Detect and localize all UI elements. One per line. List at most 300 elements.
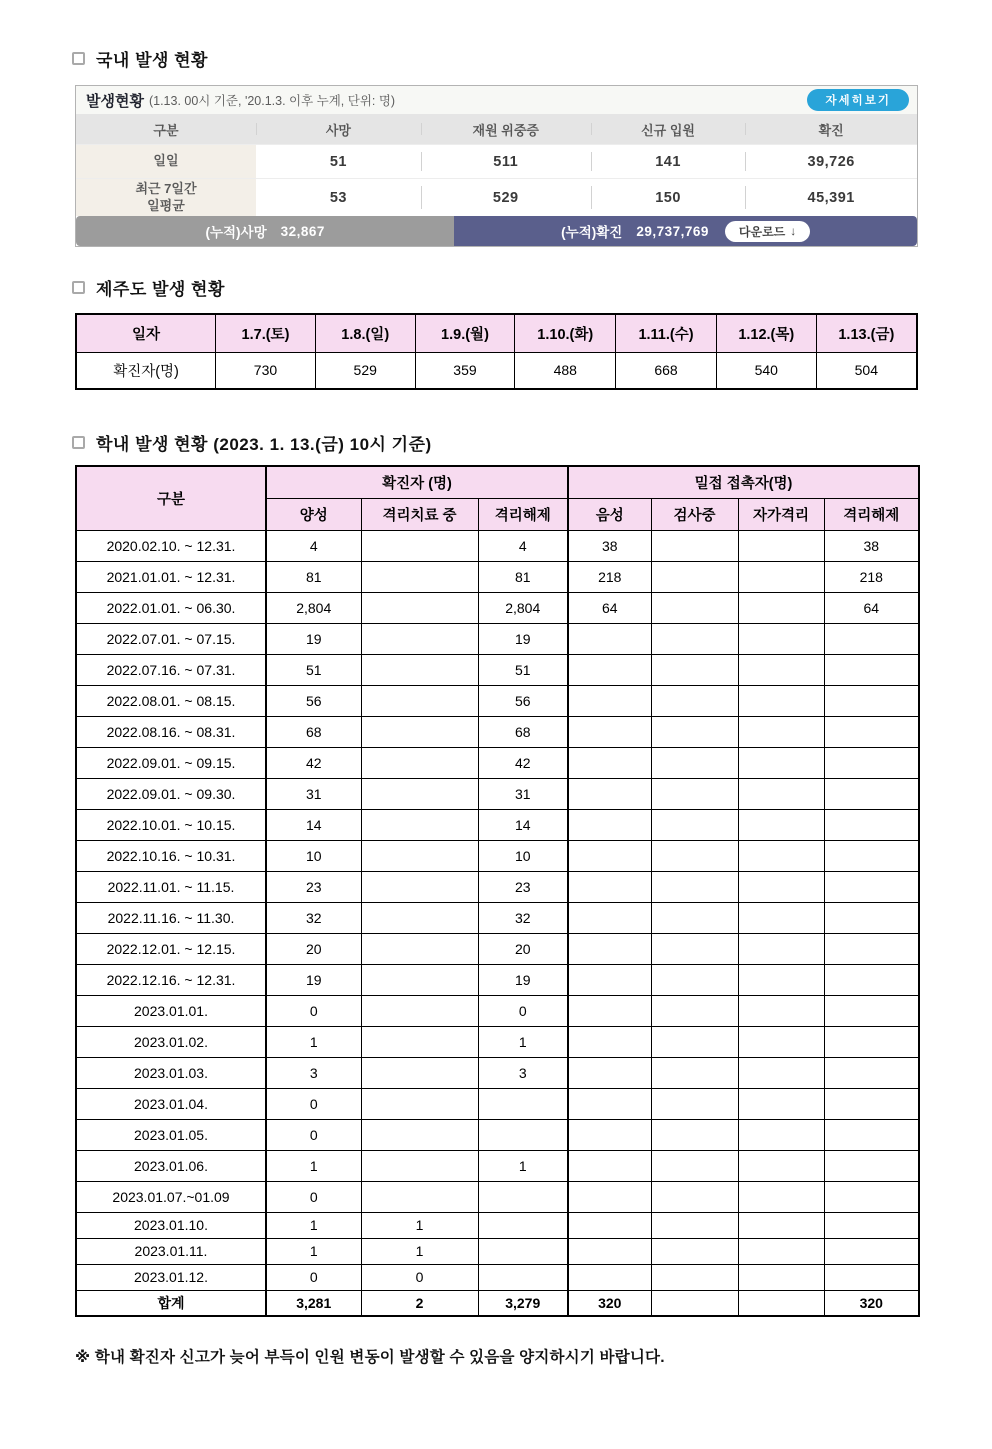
campus-table-row [76, 747, 919, 778]
national-table-header [76, 114, 917, 144]
cell: 1 [361, 1238, 478, 1264]
cell [824, 778, 919, 809]
cell [651, 1088, 738, 1119]
cell [568, 840, 651, 871]
row-label: 일일 [76, 145, 256, 178]
campus-table-row [76, 1238, 919, 1264]
cell [651, 716, 738, 747]
cell [651, 592, 738, 623]
row-label [76, 179, 256, 216]
cell [568, 1181, 651, 1212]
row-label: 2022.11.01. ~ 11.15. [76, 871, 266, 902]
row-label: 2023.01.10. [76, 1212, 266, 1238]
campus-table-row [76, 530, 919, 561]
cell: 56 [478, 685, 568, 716]
cell [651, 1264, 738, 1290]
row-label: 2023.01.05. [76, 1119, 266, 1150]
cell [568, 933, 651, 964]
card-title: 발생현황 [86, 92, 144, 110]
section-title-campus [75, 430, 918, 455]
cell [651, 1026, 738, 1057]
cell [568, 1026, 651, 1057]
cell [738, 623, 824, 654]
cell [738, 561, 824, 592]
cell [478, 1264, 568, 1290]
row-label: 2023.01.12. [76, 1264, 266, 1290]
cell [568, 902, 651, 933]
cell-admitted: 141 [591, 145, 746, 178]
cell: 320 [824, 1290, 919, 1316]
cell: 529 [315, 352, 415, 389]
cumulative-footer [76, 216, 917, 246]
cell [824, 685, 919, 716]
campus-table [75, 465, 920, 1317]
detail-view-button[interactable]: 자세히보기 [807, 89, 909, 111]
campus-table-row [76, 1264, 919, 1290]
cumulative-confirmed [454, 216, 917, 246]
cell [651, 1057, 738, 1088]
cell: 2 [361, 1290, 478, 1316]
campus-table-row [76, 1088, 919, 1119]
row-label: 2022.08.01. ~ 08.15. [76, 685, 266, 716]
campus-table-row [76, 1181, 919, 1212]
cell [651, 871, 738, 902]
cell [361, 592, 478, 623]
cell [478, 1088, 568, 1119]
campus-table-body [76, 530, 919, 1316]
cell: 320 [568, 1290, 651, 1316]
cell: 1 [266, 1212, 361, 1238]
cell: 64 [824, 592, 919, 623]
cell [568, 964, 651, 995]
cell [651, 1290, 738, 1316]
campus-table-row [76, 561, 919, 592]
row-label: 2022.11.16. ~ 11.30. [76, 902, 266, 933]
cell: 19 [266, 964, 361, 995]
cell [824, 1057, 919, 1088]
cell: 2,804 [478, 592, 568, 623]
cell: 2,804 [266, 592, 361, 623]
row-label: 2020.02.10. ~ 12.31. [76, 530, 266, 561]
checkbox-icon [72, 281, 85, 294]
column-header: 양성 [266, 498, 361, 530]
column-header: 1.12.(목) [716, 314, 816, 352]
cell [738, 747, 824, 778]
column-header: 격리치료 중 [361, 498, 478, 530]
campus-table-row [76, 1212, 919, 1238]
corner-header: 구분 [76, 466, 266, 530]
cell [361, 809, 478, 840]
cell [738, 809, 824, 840]
cell [568, 654, 651, 685]
cell-confirmed: 39,726 [745, 145, 917, 178]
table-row-daily [76, 144, 917, 178]
cell [824, 964, 919, 995]
cumulative-confirmed-label: (누적)확진 [561, 225, 623, 240]
cell [568, 1212, 651, 1238]
cell: 31 [478, 778, 568, 809]
cell [824, 1088, 919, 1119]
cell [361, 933, 478, 964]
cell [361, 840, 478, 871]
cell: 64 [568, 592, 651, 623]
card-titlebar [76, 86, 917, 114]
row-label: 합계 [76, 1290, 266, 1316]
cell: 20 [478, 933, 568, 964]
cell: 10 [266, 840, 361, 871]
cell: 4 [478, 530, 568, 561]
cell [361, 654, 478, 685]
cell [824, 871, 919, 902]
cell [361, 747, 478, 778]
cell [361, 530, 478, 561]
cell [824, 623, 919, 654]
row-label-line1: 최근 7일간 [135, 181, 197, 197]
cumulative-deaths [76, 216, 454, 246]
cell: 0 [266, 1119, 361, 1150]
cell: 23 [266, 871, 361, 902]
cell-severe: 529 [421, 179, 591, 216]
campus-table-row [76, 840, 919, 871]
section-title-national [75, 46, 918, 71]
cell: 56 [266, 685, 361, 716]
cell: 3 [478, 1057, 568, 1088]
row-label: 2022.12.16. ~ 12.31. [76, 964, 266, 995]
row-label: 2022.07.01. ~ 07.15. [76, 623, 266, 654]
cell [824, 1212, 919, 1238]
column-header: 1.7.(토) [216, 314, 316, 352]
cell: 1 [478, 1026, 568, 1057]
cell: 0 [361, 1264, 478, 1290]
column-header: 일자 [76, 314, 216, 352]
cell: 14 [478, 809, 568, 840]
row-label: 2021.01.01. ~ 12.31. [76, 561, 266, 592]
cumulative-confirmed-value: 29,737,769 [636, 223, 709, 239]
row-label-line2: 일평균 [147, 197, 185, 213]
cell [361, 1088, 478, 1119]
cell [478, 1181, 568, 1212]
cell [738, 530, 824, 561]
cell [738, 1088, 824, 1119]
cell [824, 654, 919, 685]
cell [738, 778, 824, 809]
cell [568, 778, 651, 809]
row-label: 2023.01.06. [76, 1150, 266, 1181]
campus-total-row [76, 1290, 919, 1316]
cell [651, 747, 738, 778]
campus-table-row [76, 685, 919, 716]
cell [651, 1181, 738, 1212]
cell [651, 1238, 738, 1264]
jeju-table [75, 313, 918, 390]
row-label: 2023.01.11. [76, 1238, 266, 1264]
cell [738, 1181, 824, 1212]
cell [568, 1119, 651, 1150]
checkbox-icon [72, 52, 85, 65]
campus-table-row [76, 995, 919, 1026]
section-title-text: 학내 발생 현황 (2023. 1. 13.(금) 10시 기준) [96, 435, 432, 454]
column-header: 1.9.(월) [415, 314, 515, 352]
cell: 42 [266, 747, 361, 778]
cell: 31 [266, 778, 361, 809]
column-header: 검사중 [651, 498, 738, 530]
cell [361, 902, 478, 933]
cell: 0 [266, 995, 361, 1026]
download-button[interactable] [725, 221, 810, 242]
cell [738, 685, 824, 716]
campus-table-row [76, 716, 919, 747]
cell [651, 1212, 738, 1238]
column-header: 확진 [745, 120, 917, 139]
cumulative-deaths-label: (누적)사망 [205, 225, 267, 240]
cell: 68 [478, 716, 568, 747]
row-label: 2023.01.04. [76, 1088, 266, 1119]
jeju-header-row [76, 314, 917, 352]
column-header: 1.13.(금) [816, 314, 917, 352]
jeju-data-row [76, 352, 917, 389]
cell [361, 1150, 478, 1181]
column-header: 격리해제 [824, 498, 919, 530]
cell [738, 995, 824, 1026]
campus-table-row [76, 778, 919, 809]
row-label: 2022.12.01. ~ 12.15. [76, 933, 266, 964]
cell-severe: 511 [421, 145, 591, 178]
cell: 19 [266, 623, 361, 654]
cell [478, 1212, 568, 1238]
column-header: 구분 [153, 122, 179, 138]
campus-table-row [76, 654, 919, 685]
national-status-card [75, 85, 918, 247]
cell: 81 [478, 561, 568, 592]
campus-header-row-groups [76, 466, 919, 498]
cell [361, 561, 478, 592]
row-label: 2022.09.01. ~ 09.30. [76, 778, 266, 809]
cell [738, 1264, 824, 1290]
row-label: 2022.10.01. ~ 10.15. [76, 809, 266, 840]
cell [651, 840, 738, 871]
cell [361, 1057, 478, 1088]
cell: 0 [266, 1088, 361, 1119]
cell [824, 1150, 919, 1181]
cell [738, 902, 824, 933]
campus-table-row [76, 902, 919, 933]
row-label: 2022.08.16. ~ 08.31. [76, 716, 266, 747]
campus-table-row [76, 871, 919, 902]
cell: 359 [415, 352, 515, 389]
cell [824, 1026, 919, 1057]
cell: 38 [568, 530, 651, 561]
column-header: 사망 [256, 120, 421, 139]
cell: 504 [816, 352, 917, 389]
cell: 51 [478, 654, 568, 685]
cell [568, 1238, 651, 1264]
cell [738, 933, 824, 964]
campus-table-row [76, 1150, 919, 1181]
cell: 3 [266, 1057, 361, 1088]
table-row-week-average [76, 178, 917, 216]
cell: 20 [266, 933, 361, 964]
cell: 3,281 [266, 1290, 361, 1316]
group-header-contacts: 밀접 접촉자(명) [568, 466, 919, 498]
cell: 0 [266, 1264, 361, 1290]
cell [738, 1238, 824, 1264]
cell [568, 685, 651, 716]
cell: 730 [216, 352, 316, 389]
cell [568, 1088, 651, 1119]
cell [824, 1181, 919, 1212]
section-title-text: 국내 발생 현황 [96, 51, 208, 70]
cell: 23 [478, 871, 568, 902]
column-header: 음성 [568, 498, 651, 530]
cell [361, 685, 478, 716]
cell [824, 840, 919, 871]
cell [568, 995, 651, 1026]
card-subtitle: (1.13. 00시 기준, '20.1.3. 이후 누계, 단위: 명) [148, 94, 396, 108]
cell [824, 747, 919, 778]
cell: 218 [824, 561, 919, 592]
cell [738, 1212, 824, 1238]
footnote: ※ 학내 확진자 신고가 늦어 부득이 인원 변동이 발생할 수 있음을 양지하시기 바랍니다. [75, 1349, 665, 1366]
cell [738, 1119, 824, 1150]
cell [738, 840, 824, 871]
cell: 1 [266, 1150, 361, 1181]
cell [478, 1238, 568, 1264]
column-header: 재원 위중증 [421, 120, 591, 139]
row-label: 확진자(명) [76, 352, 216, 389]
cell [651, 561, 738, 592]
cell [824, 1119, 919, 1150]
cell: 0 [266, 1181, 361, 1212]
column-header: 격리해제 [478, 498, 568, 530]
cell [361, 716, 478, 747]
cell [361, 1119, 478, 1150]
page [75, 46, 918, 1367]
row-label: 2023.01.03. [76, 1057, 266, 1088]
cell [568, 747, 651, 778]
cell [651, 902, 738, 933]
row-label: 2023.01.02. [76, 1026, 266, 1057]
cell [738, 592, 824, 623]
cell-deaths: 53 [329, 189, 347, 206]
cell [361, 871, 478, 902]
cell-confirmed: 45,391 [745, 179, 917, 216]
cell [738, 1150, 824, 1181]
cell: 51 [266, 654, 361, 685]
cell [568, 623, 651, 654]
campus-table-row [76, 933, 919, 964]
cell [824, 1238, 919, 1264]
cell [568, 809, 651, 840]
cell [568, 1264, 651, 1290]
cell: 19 [478, 623, 568, 654]
section-title-text: 제주도 발생 현황 [96, 280, 225, 299]
cell: 4 [266, 530, 361, 561]
column-header: 1.8.(일) [315, 314, 415, 352]
campus-table-row [76, 809, 919, 840]
cell [651, 530, 738, 561]
cell [651, 1150, 738, 1181]
cell: 3,279 [478, 1290, 568, 1316]
cell [824, 902, 919, 933]
campus-table-row [76, 1026, 919, 1057]
cell [361, 1181, 478, 1212]
cell [738, 654, 824, 685]
cell [361, 964, 478, 995]
cell [738, 871, 824, 902]
cell [478, 1119, 568, 1150]
cell: 32 [266, 902, 361, 933]
campus-table-row [76, 623, 919, 654]
cell [738, 1057, 824, 1088]
cell [738, 1290, 824, 1316]
cell-admitted: 150 [591, 179, 746, 216]
cell [651, 964, 738, 995]
campus-table-row [76, 1119, 919, 1150]
group-header-confirmed: 확진자 (명) [266, 466, 568, 498]
cell [824, 716, 919, 747]
cell [738, 716, 824, 747]
cell [738, 964, 824, 995]
cell [651, 654, 738, 685]
cell: 668 [616, 352, 717, 389]
row-label: 2022.07.16. ~ 07.31. [76, 654, 266, 685]
cell: 32 [478, 902, 568, 933]
cell [651, 933, 738, 964]
cell: 14 [266, 809, 361, 840]
cell: 81 [266, 561, 361, 592]
cell: 19 [478, 964, 568, 995]
cell: 0 [478, 995, 568, 1026]
cell [651, 1119, 738, 1150]
cell [651, 809, 738, 840]
cell: 10 [478, 840, 568, 871]
cell [651, 685, 738, 716]
cell [568, 716, 651, 747]
cell [651, 778, 738, 809]
campus-table-row [76, 592, 919, 623]
download-icon: ↓ [790, 224, 797, 238]
cell: 1 [478, 1150, 568, 1181]
column-header: 1.11.(수) [616, 314, 717, 352]
row-label: 2022.01.01. ~ 06.30. [76, 592, 266, 623]
cell [738, 1026, 824, 1057]
cell [361, 995, 478, 1026]
cell-deaths: 51 [329, 153, 347, 170]
cell [651, 995, 738, 1026]
cell [824, 995, 919, 1026]
cell: 42 [478, 747, 568, 778]
column-header: 1.10.(화) [515, 314, 616, 352]
cell [568, 1150, 651, 1181]
row-label: 2023.01.01. [76, 995, 266, 1026]
cell [824, 809, 919, 840]
row-label: 2022.10.16. ~ 10.31. [76, 840, 266, 871]
cell [568, 871, 651, 902]
cell: 68 [266, 716, 361, 747]
row-label: 2022.09.01. ~ 09.15. [76, 747, 266, 778]
cell [568, 1057, 651, 1088]
cell: 1 [266, 1026, 361, 1057]
cell: 488 [515, 352, 616, 389]
cell [361, 623, 478, 654]
cumulative-deaths-value: 32,867 [280, 223, 325, 239]
campus-table-row [76, 1057, 919, 1088]
cell [361, 778, 478, 809]
campus-table-row [76, 964, 919, 995]
cell: 218 [568, 561, 651, 592]
cell: 540 [716, 352, 816, 389]
cell: 38 [824, 530, 919, 561]
